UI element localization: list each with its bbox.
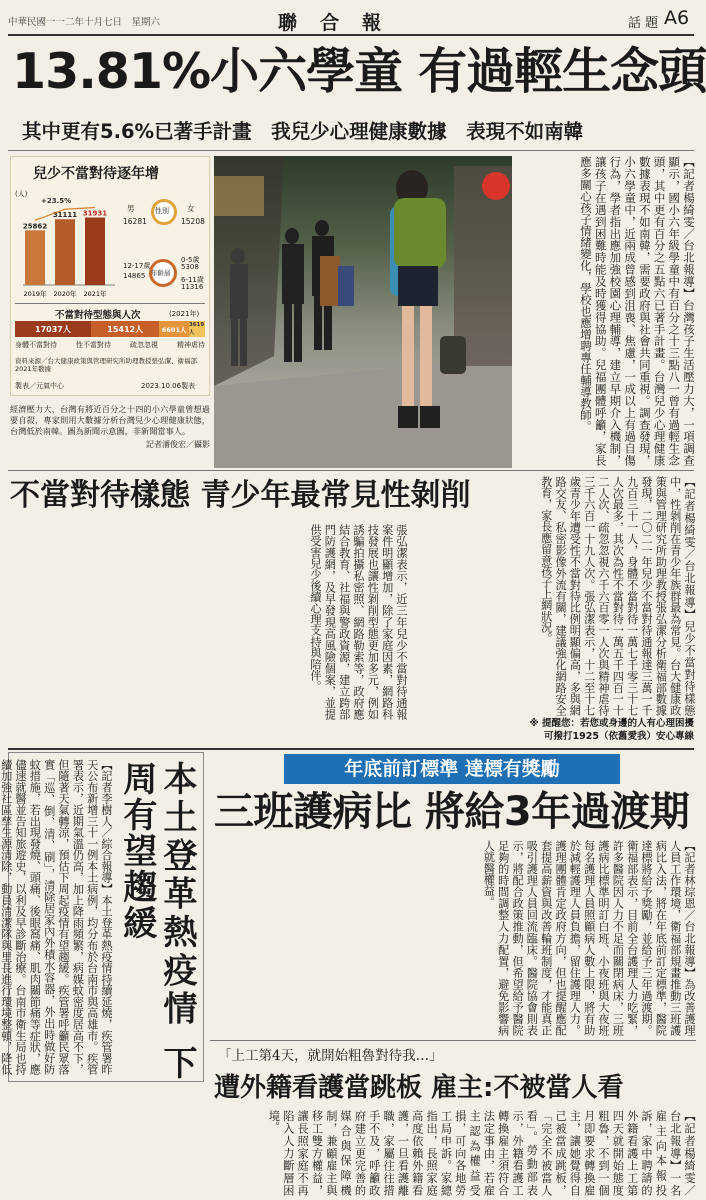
bar-value-label-2019年: 25862 bbox=[22, 222, 48, 231]
lower-divider bbox=[8, 748, 694, 750]
lead-photo-caption-text: 經濟壓力大，台灣有將近百分之十四的小六學童曾想過要自殺，專家則用大數據分析台灣兒少心理健康狀態，台灣低於南韓。圖為新聞示意圖，非新聞當事人。 bbox=[10, 404, 210, 437]
bar-category-label-2019年: 2019年 bbox=[23, 290, 47, 298]
type-physical-value: 17037人 bbox=[35, 324, 71, 334]
fifth-headline: 遭外籍看護當跳板 雇主:不被當人看 bbox=[214, 1073, 624, 1103]
age-0-5-value: 5308 bbox=[181, 263, 199, 271]
infographic-source: 資料來源／台大健康政策與管理研究所助理教授張弘潔、衛福部2021年數據 bbox=[15, 357, 197, 374]
bar-2020年 bbox=[55, 219, 75, 285]
type-mental-value: 3619人 bbox=[188, 322, 205, 336]
fourth-banner-text: 年底前訂標準 達標有獎勵 bbox=[344, 758, 560, 780]
infographic-title: 兒少不當對待逐年增 bbox=[33, 166, 159, 182]
type-mental-segment bbox=[189, 321, 205, 337]
fifth-quote: 「上工第4天，就開始粗魯對待我…」 bbox=[218, 1048, 443, 1064]
type-sexual-value: 15412人 bbox=[107, 324, 144, 334]
gender-female-label: 女 bbox=[187, 204, 195, 213]
chart-unit-label: (人) bbox=[15, 190, 28, 198]
types-year: (2021年) bbox=[169, 310, 200, 318]
type-physical-label: 身體不當對待 bbox=[15, 341, 57, 349]
second-body: 【記者楊綺雯／台北報導】兒少不當對待樣態中，性剝削在青少年族群最為常見。台大健康政策與管理研究所助理教授張弘潔分析衛福部數據發現，二〇二一年兒少不當對待通報達三萬一千九百三十一人，身體不當對待一萬七千零三十七人次最多，其次為性不當對待一萬五千四百一十二人次、疏忽忽視六千六百零一人次與精神虐待三千六百一十九人次。張弘潔表示，十二至十七歲青少年遭受性不當對待比例明顯偏高，多與網路交友、私密影像外流有關，建議強化網路安全教育，家長應留意孩子上網狀況。 bbox=[539, 476, 696, 716]
infographic-credit: 製表／元氣中心 bbox=[15, 382, 64, 390]
photo-scene-illustration bbox=[214, 156, 512, 468]
age-12-17-label: 12-17歲 bbox=[123, 262, 151, 270]
age-panel bbox=[123, 253, 207, 299]
infographic bbox=[10, 156, 210, 396]
third-headline: 本土登革熱疫情 下周有望趨緩 bbox=[116, 761, 197, 1081]
type-neglect-value: 6601人 bbox=[161, 325, 187, 334]
gender-title: 性別 bbox=[155, 207, 169, 215]
fourth-banner bbox=[284, 754, 620, 784]
age-12-17-value: 14865 bbox=[123, 272, 146, 280]
second-body-cont: 張弘潔表示，近三年兒少不當對待通報案件明顯增加，除了家庭因素，網路科技發展也讓性剝削型態更加多元，例如誘騙拍攝私密照、網路勒索等，政府應結合教育、社福與警政資源，建立跨部門防護網，及早發現高風險個案，並提供受害兒少後續心理支持與陪伴。 bbox=[309, 524, 408, 720]
bar-value-label-2020年: 31111 bbox=[52, 211, 78, 220]
masthead-section: 話 題 bbox=[628, 16, 659, 31]
fifth-body: 【記者楊綺雯／台北報導】一名雇主向本報投訴，家中聘請的外籍看護上工第四天就開始態度粗魯，不到一個月即要求轉換雇主，讓她覺得自己被當成跳板，「完全不被當人看」。勞動部表示，外籍看護工轉換雇主須符合法定事由，若雇主認為權益受損，可向各地勞工局申訴。家總指出，長照家庭高度依賴外籍看護，一旦看護離職，家屬往往措手不及，呼籲政府建立更完善的媒合與保障機制，兼顧雇主與移工雙方權益，讓長照家庭不再陷入人力斷層困境。 bbox=[267, 1110, 696, 1196]
lead-body: 【記者楊綺雯／台北報導】台灣孩子生活壓力大，一項調查顯示，國小六年級學童中有百分之十三點八一曾有過輕生念頭，其中更有百分之五點六已著手計畫。台灣兒少心理健康數據表現不如南韓，需要政府與社會共同重視。調查發現，小六學童中，近兩成曾感到沮喪、焦慮，一成以上有過自傷行為，學者指出應加強校園心理輔導，建立早期介入機制，讓孩子在遇到困難時能及時獲得協助。兒福團體呼籲，家長應多關心孩子情緒變化，學校也應增聘專任輔導教師。 bbox=[578, 156, 696, 466]
third-body: 【記者李樹人／綜合報導】本土登革熱疫情持續延燒，疾管署昨天公布新增三十一例本土病例，均分布於台南市與高雄市。疾管署表示，近期氣溫仍高，加上降雨頻繁，病媒蚊密度居高不下，但隨著天氣轉涼，預估下周起疫情有望趨緩。疾管署呼籲民眾落實「巡、倒、清、刷」，清除居家內外積水容器，外出時做好防蚊措施，若出現發燒、頭痛、後眼窩痛、肌肉關節痛等症狀，應儘速就醫並告知旅遊史，以利及早診斷治療。台南市衛生局也持續加強社區孳生源清除，動員清潔隊與里長進行環境整頓，降低 bbox=[0, 759, 113, 1075]
age-6-11-value: 11316 bbox=[181, 283, 204, 291]
age-0-5-label: 0-5歲 bbox=[181, 256, 200, 264]
gender-male-value: 16281 bbox=[123, 217, 147, 226]
age-title: 年齡層 bbox=[151, 269, 171, 277]
gender-male-label: 男 bbox=[127, 204, 135, 213]
fourth-headline: 三班護病比 將給3年過渡期 bbox=[214, 789, 690, 835]
types-bar bbox=[15, 321, 205, 337]
lead-photo-caption bbox=[10, 404, 210, 464]
age-6-11-label: 6-11歲 bbox=[181, 276, 204, 284]
type-neglect-label: 疏忽忽視 bbox=[130, 341, 158, 349]
change-label: +23.5% bbox=[41, 197, 72, 205]
bar-value-label-2021年: 31931 bbox=[82, 209, 108, 218]
types-title: 不當對待型態與人次 bbox=[55, 310, 141, 321]
lead-subhead: 其中更有5.6%已著手計畫 我兒少心理健康數據 表現不如南韓 bbox=[22, 120, 584, 143]
type-sexual-segment bbox=[91, 321, 160, 337]
bar-2021年 bbox=[85, 217, 105, 285]
infographic-divider bbox=[15, 303, 205, 304]
gender-panel bbox=[123, 197, 207, 247]
bar-2019年 bbox=[25, 230, 45, 285]
lead-headline: 13.81%小六學童 有過輕生念頭 bbox=[12, 43, 706, 100]
masthead-rule bbox=[8, 34, 694, 36]
gender-female-value: 15208 bbox=[181, 217, 205, 226]
second-divider bbox=[8, 470, 694, 471]
lead-divider bbox=[8, 150, 694, 151]
type-neglect-segment bbox=[159, 321, 188, 337]
hotline-notice: ※ 提醒您：若您或身邊的人有心理困擾 可撥打1925（依舊愛我）安心專線 bbox=[529, 718, 694, 742]
lead-photo bbox=[214, 156, 512, 468]
type-physical-segment bbox=[15, 321, 91, 337]
bar-category-label-2021年: 2021年 bbox=[83, 290, 107, 298]
masthead bbox=[8, 4, 694, 34]
masthead-date: 中華民國一一二年十月七日 星期六 bbox=[8, 17, 161, 28]
type-mental-label: 精神虐待 bbox=[177, 341, 205, 349]
infographic-date: 2023.10.06製表 bbox=[141, 382, 196, 390]
bar-chart bbox=[15, 195, 119, 299]
lead-photo-credit: 記者潘俊宏／攝影 bbox=[146, 440, 210, 450]
masthead-page-number: A6 bbox=[664, 7, 690, 29]
second-headline: 不當對待樣態 青少年最常見性剝削 bbox=[10, 478, 471, 513]
third-story-frame bbox=[0, 752, 204, 1082]
masthead-paper-name: 聯 合 報 bbox=[278, 12, 384, 34]
bar-category-label-2020年: 2020年 bbox=[53, 290, 77, 298]
types-labels bbox=[15, 340, 205, 350]
fourth-body: 【記者林琮恩／台北報導】為改善護理人員工作環境，衛福部規畫推動三班護病比入法，將在年底前訂定標準，醫院達標將給予獎勵，並給予三年過渡期。衛福部表示，目前全台護理人力吃緊，許多醫院因人力不足而關閉病床，三班護病比標準明訂白班、小夜班與大夜班每名護理人員照顧病人數上限，將有助於減輕護理人員負擔，留住護理人力。護理團體肯定政府方向，但也提醒應配套提高薪資與改善輪班制度，才能真正吸引護理人員回流臨床。醫院協會則表示，將配合政策推動，但希望給予醫院足夠的時間調整人力配置，避免影響病人就醫權益。 bbox=[482, 840, 696, 1036]
fifth-divider bbox=[210, 1040, 696, 1041]
type-sexual-label: 性不當對待 bbox=[76, 341, 111, 349]
